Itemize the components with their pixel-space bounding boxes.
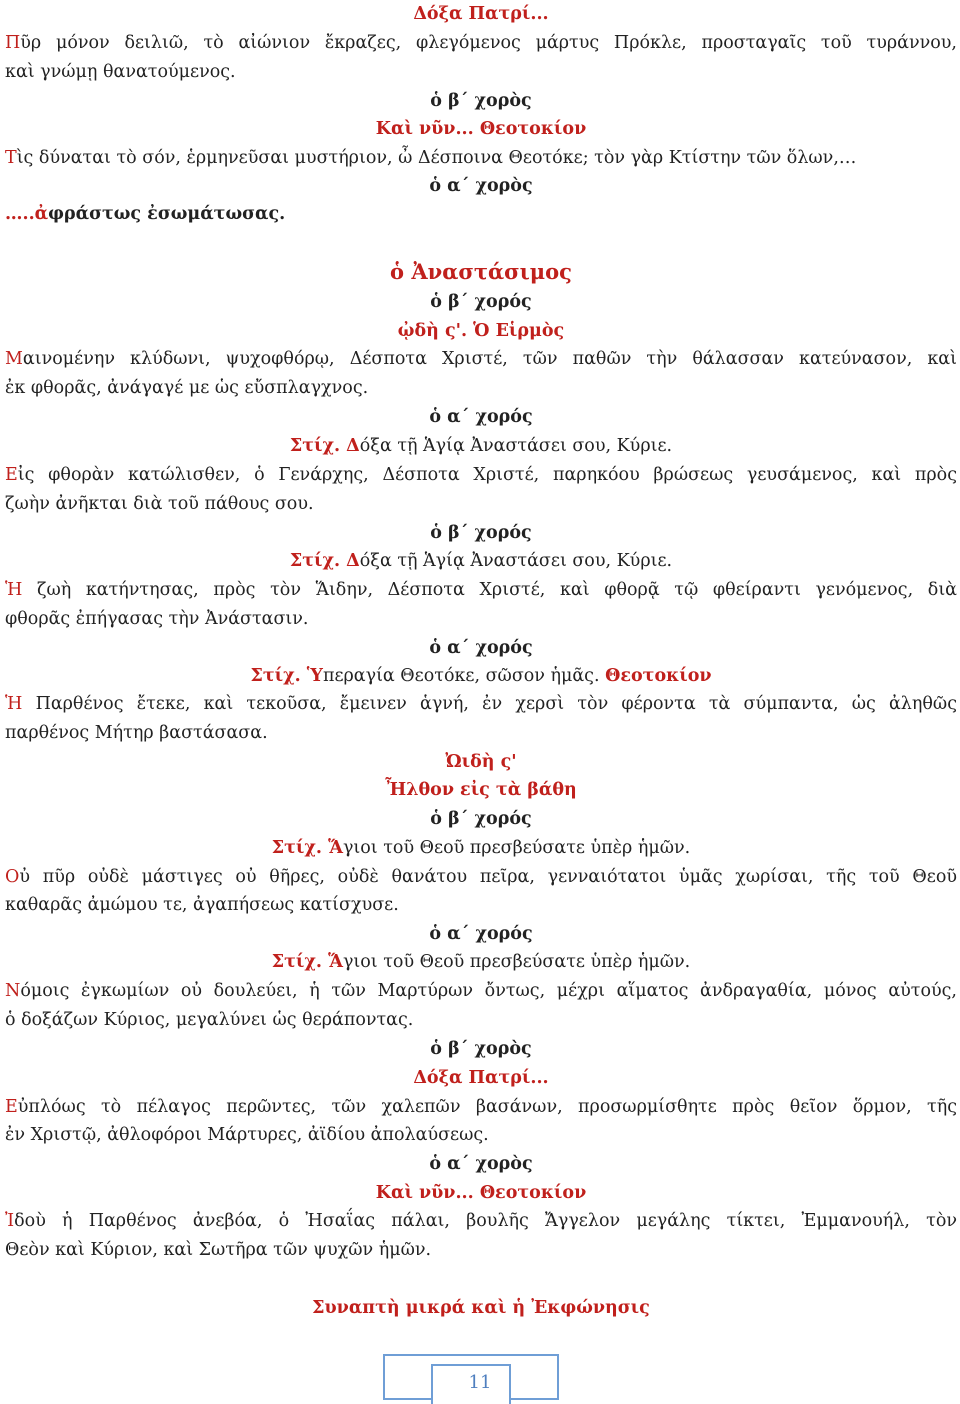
text-line: καθαρᾶς ἀμώμου τε, ἀγαπήσεως κατίσχυσε.	[5, 895, 399, 915]
text-line: Θεὸν καὶ Κύριον, καὶ Σωτῆρα τῶν ψυχῶν ἡμῶν.	[5, 1240, 432, 1260]
text-line: Ἰδοὺ ἡ Παρθένος ἀνεβόα, ὁ Ἠσαΐας πάλαι, βουλῆς Ἄγγελον μεγάλης τίκτει, Ἐμμανουήλ, τὸν	[5, 1211, 957, 1231]
text-line: Οὐ πῦρ οὐδὲ μάστιγες οὐ θῆρες, οὐδὲ θανάτου πεῖρα, γενναιότατοι ὑμᾶς χωρίσαι, τῆς τοῦ Θεοῦ	[5, 867, 957, 887]
text-line: παρθένος Μήτηρ βαστάσασα.	[5, 723, 268, 743]
text-line: Νόμοις ἐγκωμίων οὐ δουλεύει, ἡ τῶν Μαρτύρων ὄντως, μέχρι αἵματος ἀνδραγαθία, μόνος αὐτούς,	[5, 981, 957, 1001]
text-line: Καὶ νῦν... Θεοτοκίον	[375, 1183, 587, 1203]
text-line: Συναπτὴ μικρά καὶ ἡ Ἐκφώνησις	[312, 1298, 650, 1318]
text-line: Ἡ ζωὴ κατήντησας, πρὸς τὸν Ἅιδην, Δέσποτα Χριστέ, καὶ φθορᾷ τῷ φθείραντι γενόμενος, διὰ	[5, 580, 957, 600]
text-line: ὁ Ἀναστάσιμος	[390, 259, 572, 284]
text-line: Ὠιδὴ ς'	[445, 752, 517, 772]
text-line: ὁ α΄ χορός	[429, 924, 533, 944]
text-line: Εὐπλόως τὸ πέλαγος περῶντες, τῶν χαλεπῶν βασάνων, προσωρμίσθητε πρὸς θεῖον ὅρμον, τῆς	[5, 1097, 957, 1117]
text-line: ὁ β΄ χορὸς	[430, 1039, 532, 1059]
text-line: ᾠδὴ ς'. Ὁ Εἱρμὸς	[397, 321, 565, 341]
text-line: Στίχ. Ἅγιοι τοῦ Θεοῦ πρεσβεύσατε ὑπὲρ ἡμῶν.	[271, 838, 691, 858]
text-line: ὁ β΄ χορὸς	[430, 91, 532, 111]
text-line: ἐν Χριστῷ, ἀθλοφόροι Μάρτυρες, ἀϊδίου ἀπολαύσεως.	[5, 1125, 489, 1145]
text-line: Ἡ Παρθένος ἔτεκε, καὶ τεκοῦσα, ἔμεινεν ἁγνή, ἐν χερσὶ τὸν φέροντα τὰ σύμπαντα, ὡς ἀληθῶς	[5, 694, 957, 714]
text-line: ὁ δοξάζων Κύριος, μεγαλύνει ὡς θεράποντας.	[5, 1010, 414, 1030]
text-line: φθορᾶς ἐπήγασας τὴν Ἀνάστασιν.	[5, 609, 309, 629]
text-line: Πῦρ μόνον δειλιῶ, τὸ αἰώνιον ἔκραζες, φλεγόμενος μάρτυς Πρόκλε, προσταγαῖς τοῦ τυράννου,	[5, 33, 957, 53]
page-number: 11	[468, 1372, 492, 1393]
text-line: Καὶ νῦν... Θεοτοκίον	[375, 119, 587, 139]
text-line: Στίχ. Δόξα τῇ Ἁγίᾳ Ἀναστάσει σου, Κύριε.	[289, 551, 673, 571]
text-line: ὁ β΄ χορός	[430, 523, 532, 543]
text-line: Δόξα Πατρί...	[413, 1068, 549, 1088]
text-line: ὁ α΄ χορὸς	[429, 176, 533, 196]
text-line: Στίχ. Δόξα τῇ Ἁγίᾳ Ἀναστάσει σου, Κύριε.	[289, 436, 673, 456]
text-line: ὁ α΄ χορός	[429, 407, 533, 427]
text-line: Μαινομένην κλύδωνι, ψυχοφθόρῳ, Δέσποτα Χριστέ, τῶν παθῶν τὴν θάλασσαν κατεύνασον, καὶ	[5, 349, 957, 369]
text-line: Δόξα Πατρί...	[413, 4, 549, 24]
text-line: ὁ α΄ χορός	[429, 638, 533, 658]
text-line: Εἰς φθορὰν κατώλισθεν, ὁ Γενάρχης, Δέσποτα Χριστέ, παρηκόου βρώσεως γευσάμενος, καὶ πρὸς	[5, 465, 957, 485]
text-line: ἐκ φθορᾶς, ἀνάγαγέ με ὡς εὔσπλαγχνος.	[5, 378, 369, 398]
text-line: ὁ β΄ χορός	[430, 809, 532, 829]
text-line: καὶ γνώμῃ θανατούμενος.	[5, 62, 236, 82]
text-line: ὁ α΄ χορὸς	[429, 1154, 533, 1174]
text-line: …..ἀφράστως ἐσωμάτωσας.	[5, 204, 286, 224]
text-line: Στίχ. Ὑπεραγία Θεοτόκε, σῶσον ἡμᾶς. Θεοτοκίον	[250, 666, 712, 686]
text-line: ζωὴν ἀνῆκται διὰ τοῦ πάθους σου.	[5, 494, 314, 514]
text-line: Στίχ. Ἅγιοι τοῦ Θεοῦ πρεσβεύσατε ὑπὲρ ἡμῶν.	[271, 952, 691, 972]
text-line: ὁ β΄ χορός	[430, 292, 532, 312]
text-line: Ἦλθον εἰς τὰ βάθη	[385, 780, 577, 800]
text-line: Τὶς δύναται τὸ σόν, ἑρμηνεῦσαι μυστήριον, ὦ Δέσποινα Θεοτόκε; τὸν γὰρ Κτίστην τῶν ὅλων,…	[5, 148, 857, 168]
